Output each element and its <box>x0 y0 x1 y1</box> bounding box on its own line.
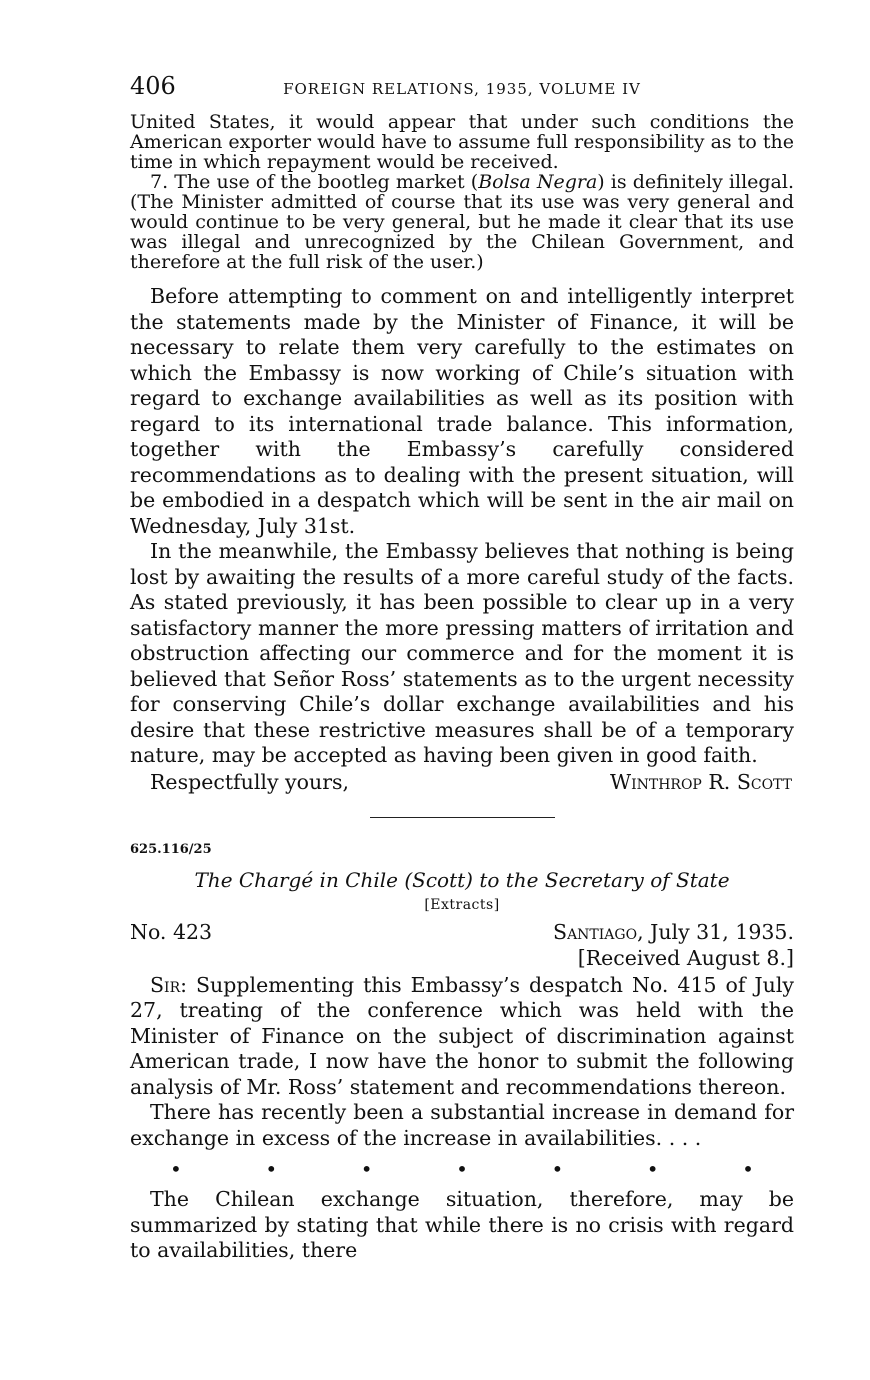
paragraph-sir <box>130 973 794 1101</box>
sir-paragraph-text: : Supplementing this Embassy’s despatch No. 415 of July 27, treating of the conference which was held with the Minister of Finance on the subject of discrimination against American trade, I now have the honor to submit the following analysis of Mr. Ross’ statement and recommendations thereon. <box>130 972 794 1099</box>
place: Santiago <box>553 919 638 944</box>
paragraph-increase: There has recently been a substantial increase in demand for exchange in excess of the increase in availabilities. . . . <box>130 1100 794 1150</box>
item-7-text-start: 7. The use of the bootleg market ( <box>150 171 479 193</box>
despatch-number: No. 423 <box>130 919 213 944</box>
dot: • <box>551 1157 564 1181</box>
dot: • <box>360 1157 373 1181</box>
dot: • <box>646 1157 659 1181</box>
ellipsis-dots-row <box>130 1151 794 1187</box>
paragraph-continued: United States, it would appear that under such conditions the American exporter would have to assume full responsibility as to the time in which repayment would be received. <box>130 111 794 173</box>
section-divider <box>370 817 555 818</box>
running-header <box>130 72 794 112</box>
closing-row <box>130 769 794 795</box>
received-note: [Received August 8.] <box>577 945 794 970</box>
document-title: The Chargé in Chile (Scott) to the Secretary of State <box>194 867 730 892</box>
dot: • <box>265 1157 278 1181</box>
salutation: Sir <box>150 972 181 997</box>
paragraph-before-attempting: Before attempting to comment on and intelligently interpret the statements made by the Minister of Finance, it will be necessary to relate them very carefully to the estimates on which the Embassy is now working of Chile’s situation with regard to exchange availabilities as well as its position with regard to its international trade balance. This information, together with the Embassy’s carefully considered recommendations as to dealing with the present situation, will be embodied in a despatch which will be sent in the air mail on Wednesday, July 31st. <box>130 284 794 538</box>
dot: • <box>170 1157 182 1181</box>
signature: Winthrop R. Scott <box>610 769 792 794</box>
bolsa-negra-term: Bolsa Negra <box>478 171 598 193</box>
page-number: 406 <box>130 72 176 100</box>
file-number: 625.116/25 <box>130 841 212 857</box>
item-7-text-end: ) is definitely illegal. (The Minister admitted of course that its use was very general and would continue to be very general, but he made it clear that its use was illegal and unrecognized by the Chilean Government, and therefore at the full risk of the user.) <box>130 171 794 273</box>
paragraph-item-7 <box>130 172 794 272</box>
dot: • <box>742 1157 754 1181</box>
paragraph-chilean-exchange: The Chilean exchange situation, therefore, may be summarized by stating that while there is no crisis with regard to availabilities, there <box>130 1187 794 1262</box>
document-page <box>130 72 794 1264</box>
despatch-header-row <box>130 919 794 945</box>
paragraph-meanwhile: In the meanwhile, the Embassy believes that nothing is being lost by awaiting the results of a more careful study of the facts. As stated previously, it has been possible to clear up in a very satisfactory manner the more pressing matters of irritation and obstruction affecting our commerce and for the moment it is believed that Señor Ross’ statements as to the urgent necessity for conserving Chile’s dollar exchange availabilities and his desire that these restrictive measures shall be of a temporary nature, may be accepted as having been given in good faith. <box>130 539 794 767</box>
closing-text: Respectfully yours, <box>150 769 350 794</box>
place-date <box>553 919 794 945</box>
dot: • <box>456 1157 468 1181</box>
running-title: FOREIGN RELATIONS, 1935, VOLUME IV <box>283 80 641 98</box>
date: , July 31, 1935. <box>637 919 794 944</box>
extracts-label: [Extracts] <box>424 896 500 913</box>
